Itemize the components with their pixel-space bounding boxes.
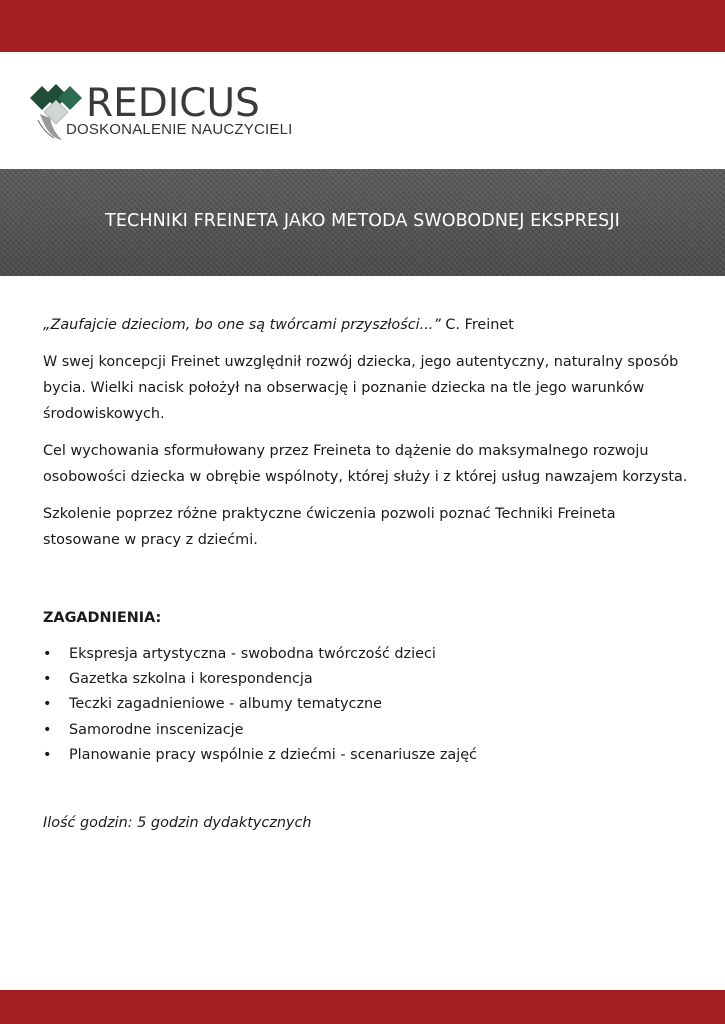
list-item-text: Ekspresja artystyczna - swobodna twórczość dzieci xyxy=(69,646,436,662)
page-title: TECHNIKI FREINETA JAKO METODA SWOBODNEJ EKSPRESJI xyxy=(105,211,620,231)
hours-info: Ilość godzin: 5 godzin dydaktycznych xyxy=(43,814,312,831)
quote-text: „Zaufajcie dzieciom, bo one są twórcami przyszłości...” xyxy=(43,317,441,333)
list-item xyxy=(43,718,693,743)
bullet-icon: • xyxy=(43,646,52,662)
list-item xyxy=(43,743,693,768)
quote-author: C. Freinet xyxy=(440,317,514,333)
topics-heading: ZAGADNIENIA: xyxy=(43,610,162,626)
title-banner xyxy=(0,169,725,276)
paragraph-goal: Cel wychowania sformułowany przez Freineta to dążenie do maksymalnego rozwoju osobowości dziecka w obrębie wspólnoty, której służy i z której usług nawzajem korzysta. xyxy=(43,443,688,485)
bottom-accent-bar xyxy=(0,990,725,1024)
redicus-logo xyxy=(28,82,318,144)
document-body xyxy=(43,312,693,847)
list-item-text: Samorodne inscenizacje xyxy=(69,721,244,738)
paragraph-training: Szkolenie poprzez różne praktyczne ćwiczenia pozwoli poznać Techniki Freineta stosowane w pracy z dziećmi. xyxy=(43,506,616,548)
bullet-icon: • xyxy=(43,671,52,688)
bullet-icon: • xyxy=(43,721,52,738)
list-item-text: Planowanie pracy wspólnie z dziećmi - scenariusze zajęć xyxy=(69,746,477,763)
paragraph-concept: W swej koncepcji Freinet uwzględnił rozwój dziecka, jego autentyczny, naturalny sposób bycia. Wielki nacisk położył na obserwację i poznanie dziecka na tle jego warunków środowiskowych. xyxy=(43,354,679,422)
quote-paragraph xyxy=(43,312,693,338)
list-item-text: Gazetka szkolna i korespondencja xyxy=(69,671,313,688)
top-accent-bar xyxy=(0,0,725,52)
bullet-icon: • xyxy=(43,746,52,763)
topics-list xyxy=(43,642,693,768)
list-item xyxy=(43,667,693,692)
bullet-icon: • xyxy=(43,696,52,713)
list-item xyxy=(43,642,693,667)
logo-subtitle: DOSKONALENIE NAUCZYCIELI xyxy=(66,121,293,138)
logo-name: REDICUS xyxy=(86,81,260,126)
list-item xyxy=(43,692,693,717)
list-item-text: Teczki zagadnieniowe - albumy tematyczne xyxy=(69,696,383,713)
